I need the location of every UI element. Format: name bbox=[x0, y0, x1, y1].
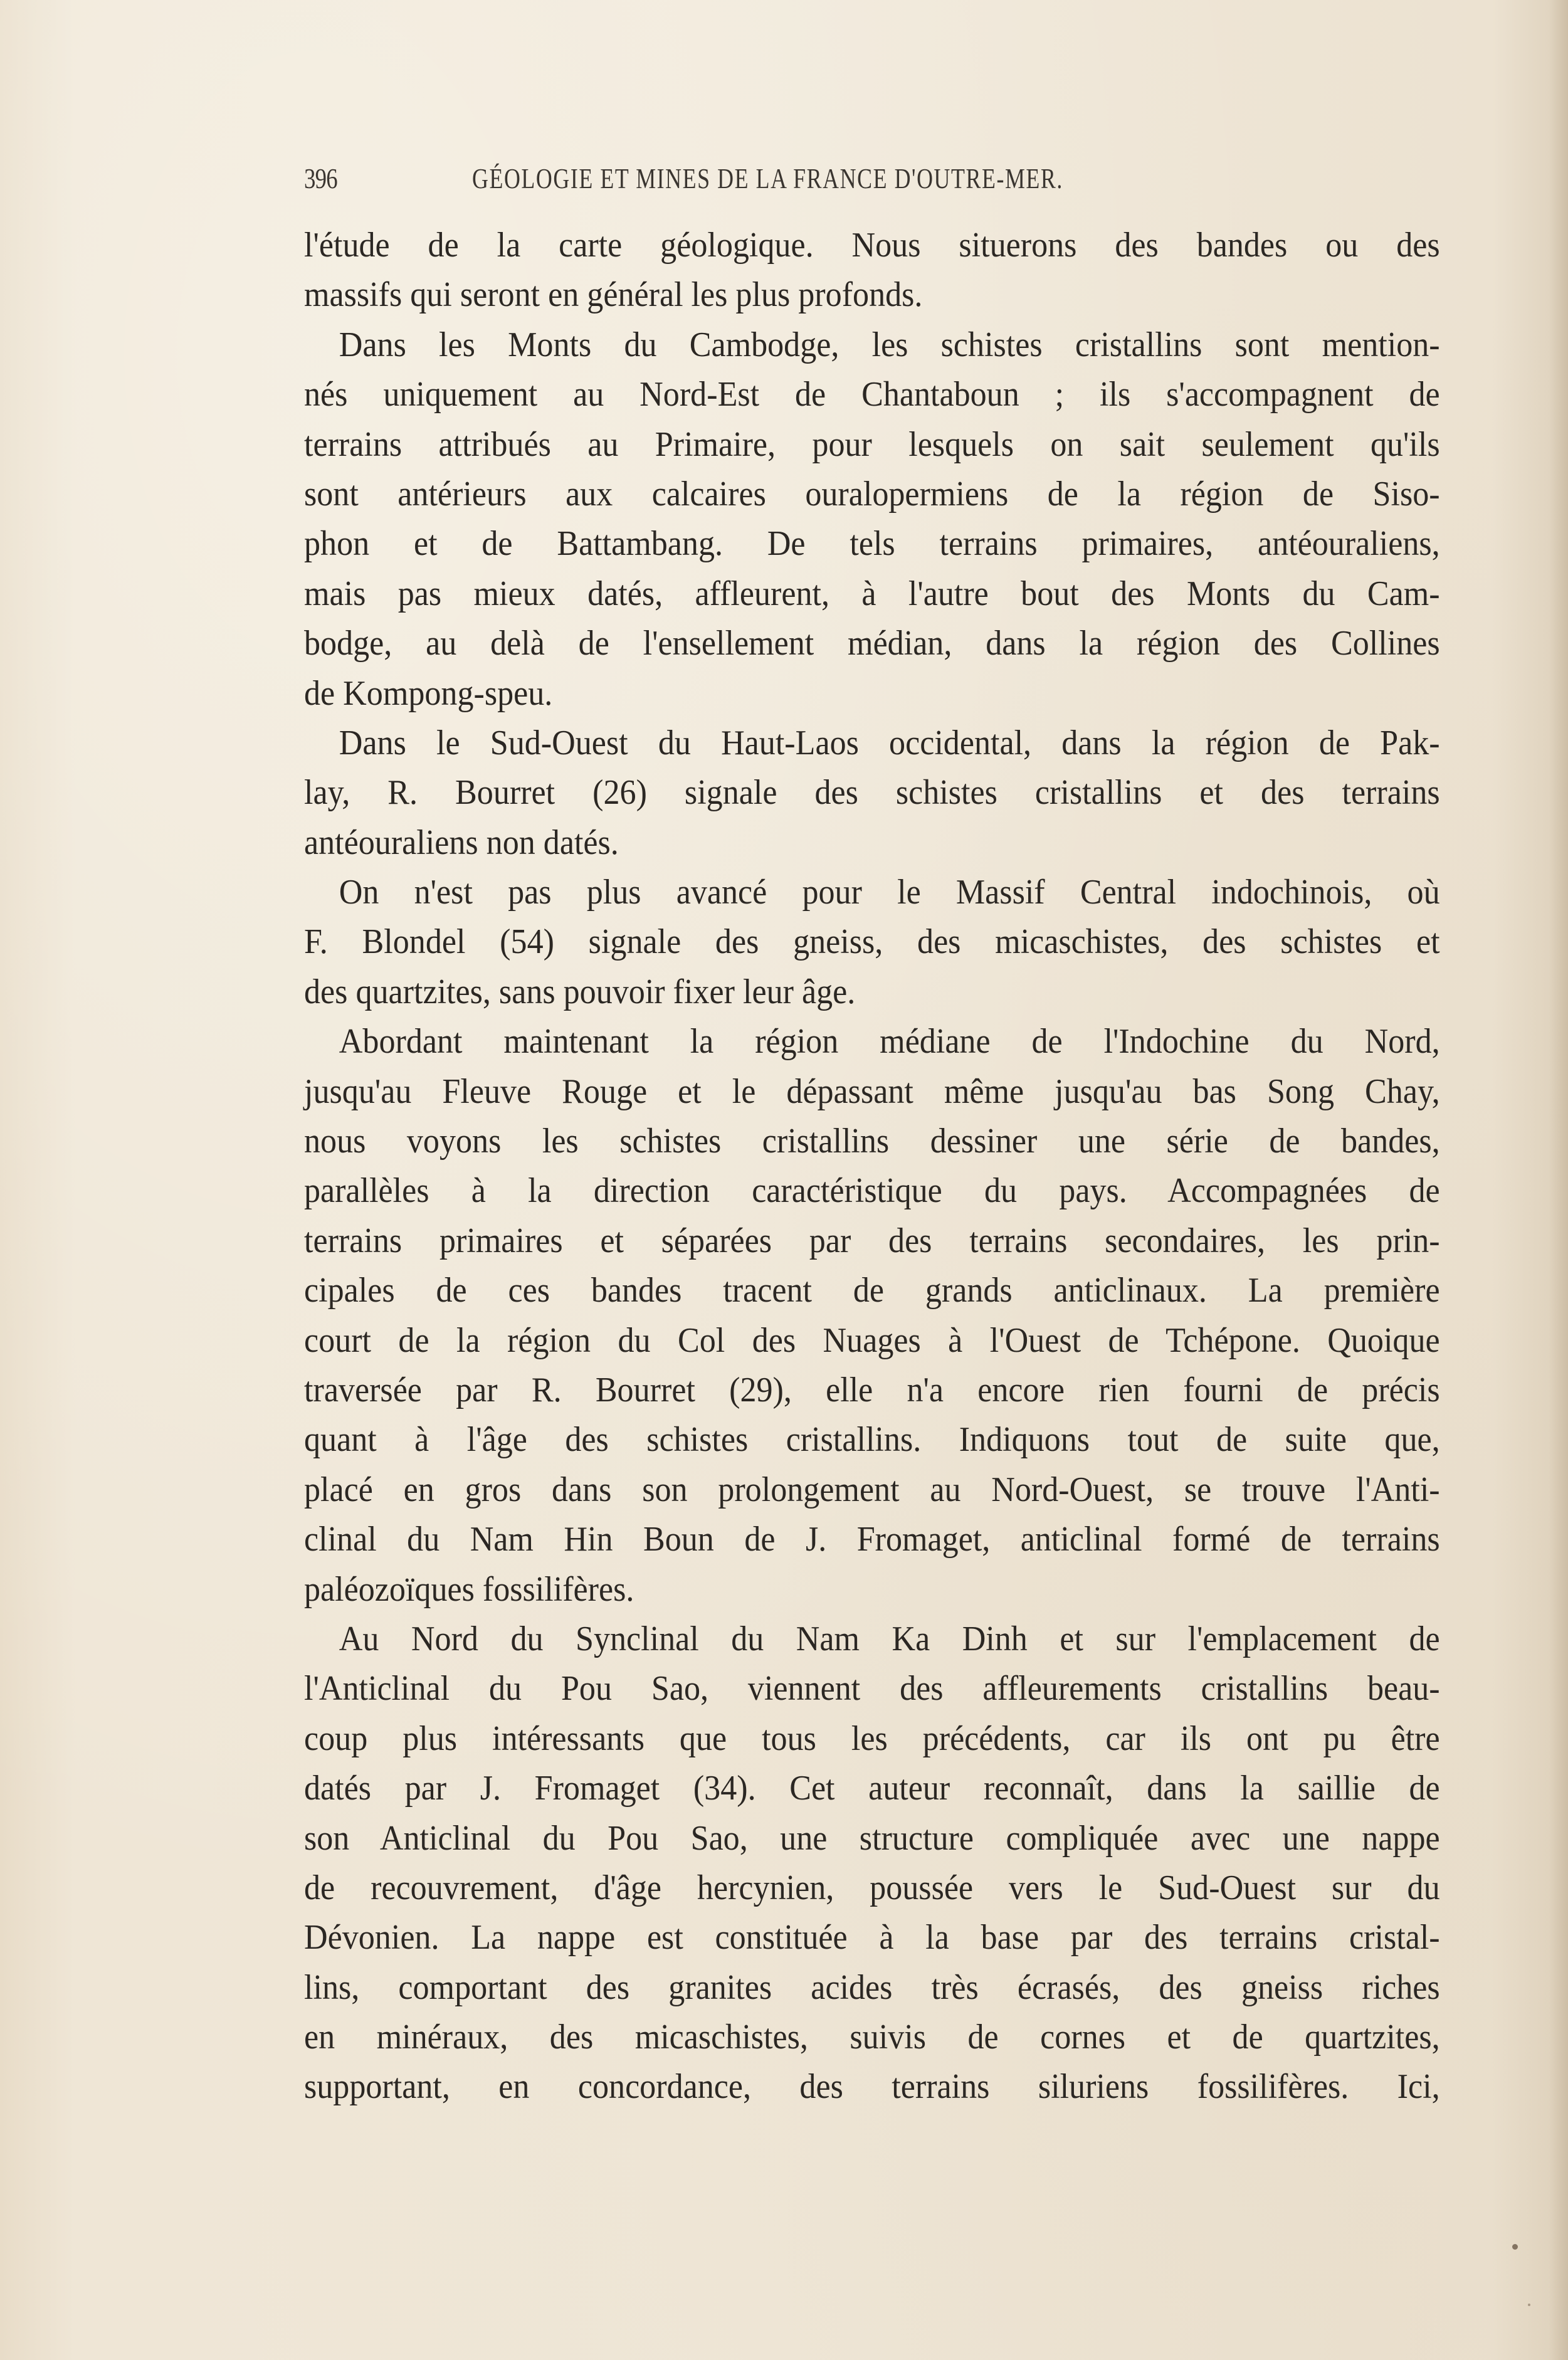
text-line: datés par J. Fromaget (34). Cet auteur reconnaît, dans la saillie de bbox=[304, 1769, 1440, 1808]
text-line: quant à l'âge des schistes cristallins. Indiquons tout de suite que, bbox=[304, 1420, 1440, 1460]
text-line: lins, comportant des granites acides très écrasés, des gneiss riches bbox=[304, 1968, 1440, 2007]
text-line: son Anticlinal du Pou Sao, une structure compliquée avec une nappe bbox=[304, 1818, 1440, 1858]
page-edge-shadow bbox=[1549, 0, 1568, 2360]
running-head bbox=[304, 157, 1282, 201]
text-line: On n'est pas plus avancé pour le Massif Central indochinois, où bbox=[339, 873, 1440, 912]
page-number: 396 bbox=[304, 162, 337, 194]
text-line: mais pas mieux datés, affleurent, à l'autre bout des Monts du Cam- bbox=[304, 574, 1440, 613]
text-line: Dans le Sud-Ouest du Haut-Laos occidental, dans la région de Pak- bbox=[339, 723, 1440, 762]
text-line: nés uniquement au Nord-Est de Chantaboun ; ils s'accompagnent de bbox=[304, 375, 1440, 414]
text-line: massifs qui seront en général les plus profonds. bbox=[304, 275, 923, 315]
text-line: supportant, en concordance, des terrains siluriens fossilifères. Ici, bbox=[304, 2067, 1440, 2107]
text-line: traversée par R. Bourret (29), elle n'a encore rien fourni de précis bbox=[304, 1370, 1440, 1409]
text-line: bodge, au delà de l'ensellement médian, dans la région des Collines bbox=[304, 624, 1440, 663]
text-line: terrains attribués au Primaire, pour lesquels on sait seulement qu'ils bbox=[304, 424, 1440, 464]
text-line: cipales de ces bandes tracent de grands anticlinaux. La première bbox=[304, 1271, 1440, 1310]
text-line: Dans les Monts du Cambodge, les schistes cristallins sont mention- bbox=[339, 325, 1440, 364]
text-line: clinal du Nam Hin Boun de J. Fromaget, anticlinal formé de terrains bbox=[304, 1520, 1440, 1559]
text-line: de recouvrement, d'âge hercynien, poussée vers le Sud-Ouest sur du bbox=[304, 1868, 1440, 1907]
text-line: lay, R. Bourret (26) signale des schistes cristallins et des terrains bbox=[304, 773, 1440, 813]
text-line: coup plus intéressants que tous les précédents, car ils ont pu être bbox=[304, 1719, 1440, 1758]
body-text bbox=[304, 221, 1440, 2112]
text-line: jusqu'au Fleuve Rouge et le dépassant même jusqu'au bas Song Chay, bbox=[304, 1072, 1440, 1111]
text-line: sont antérieurs aux calcaires ouralopermiens de la région de Siso- bbox=[304, 474, 1440, 514]
text-line: Au Nord du Synclinal du Nam Ka Dinh et sur l'emplacement de bbox=[339, 1619, 1440, 1658]
text-line: nous voyons les schistes cristallins dessiner une série de bandes, bbox=[304, 1122, 1440, 1161]
text-line: placé en gros dans son prolongement au Nord-Ouest, se trouve l'Anti- bbox=[304, 1470, 1440, 1509]
text-line: Dévonien. La nappe est constituée à la base par des terrains cristal- bbox=[304, 1918, 1440, 1957]
text-line: l'étude de la carte géologique. Nous situerons des bandes ou des bbox=[304, 226, 1440, 265]
text-line: en minéraux, des micaschistes, suivis de cornes et de quartzites, bbox=[304, 2018, 1440, 2057]
running-head-title: GÉOLOGIE ET MINES DE LA FRANCE D'OUTRE-MER. bbox=[472, 162, 1063, 194]
text-line: antéouraliens non datés. bbox=[304, 823, 619, 862]
text-line: de Kompong-speu. bbox=[304, 673, 553, 713]
text-line: Abordant maintenant la région médiane de l'Indochine du Nord, bbox=[339, 1022, 1440, 1061]
text-line: phon et de Battambang. De tels terrains primaires, antéouraliens, bbox=[304, 524, 1440, 564]
paper-speck bbox=[1528, 2304, 1530, 2306]
text-line: l'Anticlinal du Pou Sao, viennent des affleurements cristallins beau- bbox=[304, 1669, 1440, 1709]
text-line: des quartzites, sans pouvoir fixer leur âge. bbox=[304, 972, 856, 1011]
paper-speck bbox=[1512, 2244, 1518, 2250]
text-line: court de la région du Col des Nuages à l'Ouest de Tchépone. Quoique bbox=[304, 1320, 1440, 1360]
text-line: F. Blondel (54) signale des gneiss, des micaschistes, des schistes et bbox=[304, 922, 1440, 962]
text-line: parallèles à la direction caractéristique du pays. Accompagnées de bbox=[304, 1171, 1440, 1211]
text-line: paléozoïques fossilifères. bbox=[304, 1569, 634, 1609]
text-line: terrains primaires et séparées par des terrains secondaires, les prin- bbox=[304, 1221, 1440, 1260]
